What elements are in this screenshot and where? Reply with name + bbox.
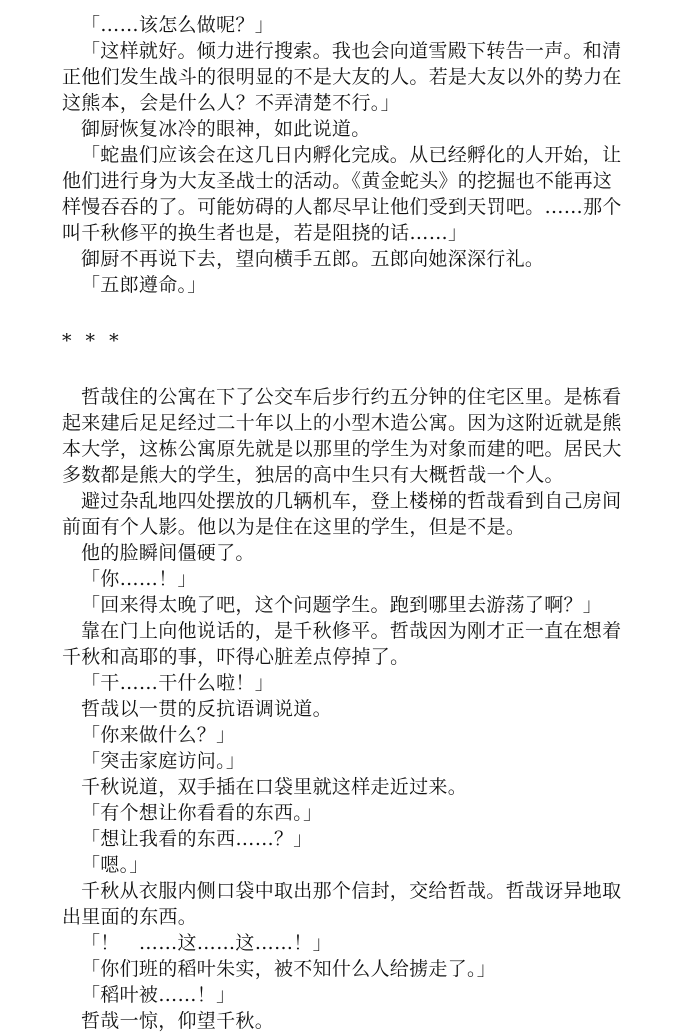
paragraph-line: 「……该怎么做呢？」 [81, 14, 275, 36]
section-one [62, 12, 642, 298]
section-two [62, 384, 642, 1034]
paragraph-line: 哲哉以一贯的反抗语调说道。 [81, 698, 332, 720]
continuation-line: 正他们发生战斗的很明显的不是大友的人。若是大友以外的势力在 [62, 66, 622, 88]
continuation-line: 他们进行身为大友圣战士的活动。《黄金蛇头》的挖掘也不能再这 [62, 170, 613, 192]
paragraph-line: 「回来得太晚了吧，这个问题学生。跑到哪里去游荡了啊？」 [81, 594, 603, 616]
paragraph-line: 「突击家庭访问。」 [81, 750, 246, 772]
paragraph-line: 「五郎遵命。」 [81, 274, 207, 296]
paragraph-line: 「想让我看的东西……？」 [81, 828, 313, 850]
paragraph-line: 靠在门上向他说话的，是千秋修平。哲哉因为刚才正一直在想着 [81, 620, 622, 642]
paragraph-line: 「这样就好。倾力进行搜索。我也会向道雪殿下转告一声。和清 [81, 40, 622, 62]
continuation-line: 本大学，这栋公寓原先就是以那里的学生为对象而建的吧。居民大 [62, 438, 622, 460]
paragraph-line: 「你们班的稻叶朱实，被不知什么人给掳走了。」 [81, 958, 497, 980]
continuation-line: 叫千秋修平的换生者也是，若是阻挠的话……」 [62, 222, 468, 244]
paragraph-line: 「干……干什么啦！」 [81, 672, 275, 694]
document-page [62, 12, 642, 1034]
paragraph-line: 千秋从衣服内侧口袋中取出那个信封，交给哲哉。哲哉讶异地取 [81, 880, 622, 902]
paragraph-line: 「稻叶被……！」 [81, 984, 236, 1006]
continuation-line: 这熊本，会是什么人？不弄清楚不行。」 [62, 92, 400, 114]
paragraph-line: 「嗯。」 [81, 854, 149, 876]
continuation-line: 样慢吞吞的了。可能妨碍的人都尽早让他们受到天罚吧。……那个 [62, 196, 622, 218]
paragraph-line: 「！ ……这……这……！」 [81, 932, 332, 954]
continuation-line: 出里面的东西。 [62, 906, 198, 928]
paragraph-line: 哲哉一惊，仰望千秋。 [81, 1010, 275, 1032]
paragraph-line: 哲哉住的公寓在下了公交车后步行约五分钟的住宅区里。是栋看 [81, 386, 622, 408]
paragraph-line: 千秋说道，双手插在口袋里就这样走近过来。 [81, 776, 468, 798]
paragraph-line: 他的脸瞬间僵硬了。 [81, 542, 255, 564]
continuation-line: 多数都是熊大的学生，独居的高中生只有大概哲哉一个人。 [62, 464, 564, 486]
paragraph-line: 御厨不再说下去，望向横手五郎。五郎向她深深行礼。 [81, 248, 545, 270]
paragraph-line: 御厨恢复冰冷的眼神，如此说道。 [81, 118, 371, 140]
continuation-line: 起来建后足足经过二十年以上的小型木造公寓。因为这附近就是熊 [62, 412, 622, 434]
paragraph-line: 「你……！」 [81, 568, 197, 590]
paragraph-line: 「蛇蛊们应该会在这几日内孵化完成。从已经孵化的人开始，让 [81, 144, 622, 166]
scene-separator: * * * [62, 330, 123, 352]
paragraph-line: 避过杂乱地四处摆放的几辆机车，登上楼梯的哲哉看到自己房间 [81, 490, 622, 512]
paragraph-line: 「你来做什么？」 [81, 724, 236, 746]
continuation-line: 千秋和高耶的事，吓得心脏差点停掉了。 [62, 646, 410, 668]
paragraph-line: 「有个想让你看看的东西。」 [81, 802, 323, 824]
continuation-line: 前面有个人影。他以为是住在这里的学生，但是不是。 [62, 516, 526, 538]
